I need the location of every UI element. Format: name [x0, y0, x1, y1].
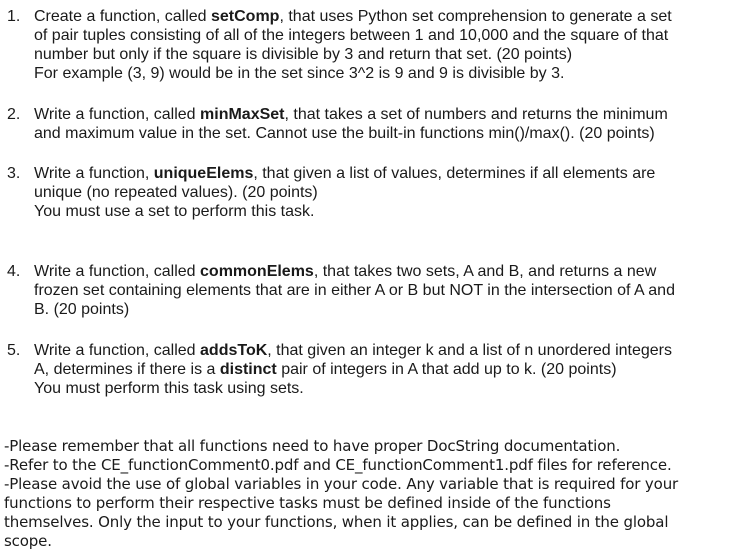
note-line: -Please remember that all functions need to have proper DocString documentation.: [4, 437, 621, 455]
function-name: setComp: [211, 8, 280, 25]
note-line: functions to perform their respective tasks must be defined inside of the functions: [4, 494, 611, 512]
function-name: minMaxSet: [200, 106, 285, 123]
task-line: B. (20 points): [34, 301, 130, 318]
task-text: [34, 262, 750, 319]
note-line: scope.: [4, 532, 52, 550]
task-line: You must perform this task using sets.: [34, 380, 304, 397]
function-name: addsToK: [200, 342, 268, 359]
task-text: [34, 7, 750, 83]
task-number: 2.: [7, 106, 21, 123]
task-number: 5.: [7, 342, 21, 359]
task-text: [34, 341, 750, 398]
task-line: You must use a set to perform this task.: [34, 203, 315, 220]
task-line: Write a function, uniqueElems, that given a list of values, determines if all elements are: [34, 165, 656, 182]
task-line: Write a function, called minMaxSet, that takes a set of numbers and returns the minimum: [34, 106, 668, 123]
task-line: Write a function, called commonElems, that takes two sets, A and B, and returns a new: [34, 263, 657, 280]
note-line: -Please avoid the use of global variables in your code. Any variable that is required for your: [4, 475, 679, 493]
emphasis-text: distinct: [219, 361, 277, 378]
task-text: [34, 164, 750, 221]
task-text: [34, 105, 750, 143]
task-line: of pair tuples consisting of all of the integers between 1 and 10,000 and the square of that: [34, 27, 669, 44]
note-line: -Refer to the CE_functionComment0.pdf and CE_functionComment1.pdf files for reference.: [4, 456, 672, 474]
task-number: 1.: [7, 8, 21, 25]
task-line: unique (no repeated values). (20 points): [34, 184, 318, 201]
task-line: number but only if the square is divisible by 3 and return that set. (20 points): [34, 46, 573, 63]
task-line: For example (3, 9) would be in the set since 3^2 is 9 and 9 is divisible by 3.: [34, 65, 565, 82]
function-name: commonElems: [200, 263, 314, 280]
task-line: Write a function, called addsToK, that given an integer k and a list of n unordered integers: [34, 342, 672, 359]
function-name: uniqueElems: [153, 165, 254, 182]
task-line: Create a function, called setComp, that uses Python set comprehension to generate a set: [34, 8, 672, 25]
task-line: frozen set containing elements that are in either A or B but NOT in the intersection of A and: [34, 282, 675, 299]
task-line: A, determines if there is a distinct pair of integers in A that add up to k. (20 points): [34, 361, 617, 378]
note-line: themselves. Only the input to your functions, when it applies, can be defined in the global: [4, 513, 669, 531]
notes-section: [4, 437, 752, 551]
task-number: 4.: [7, 263, 21, 280]
task-line: and maximum value in the set. Cannot use the built-in functions min()/max(). (20 points): [34, 125, 655, 142]
task-number: 3.: [7, 165, 21, 182]
